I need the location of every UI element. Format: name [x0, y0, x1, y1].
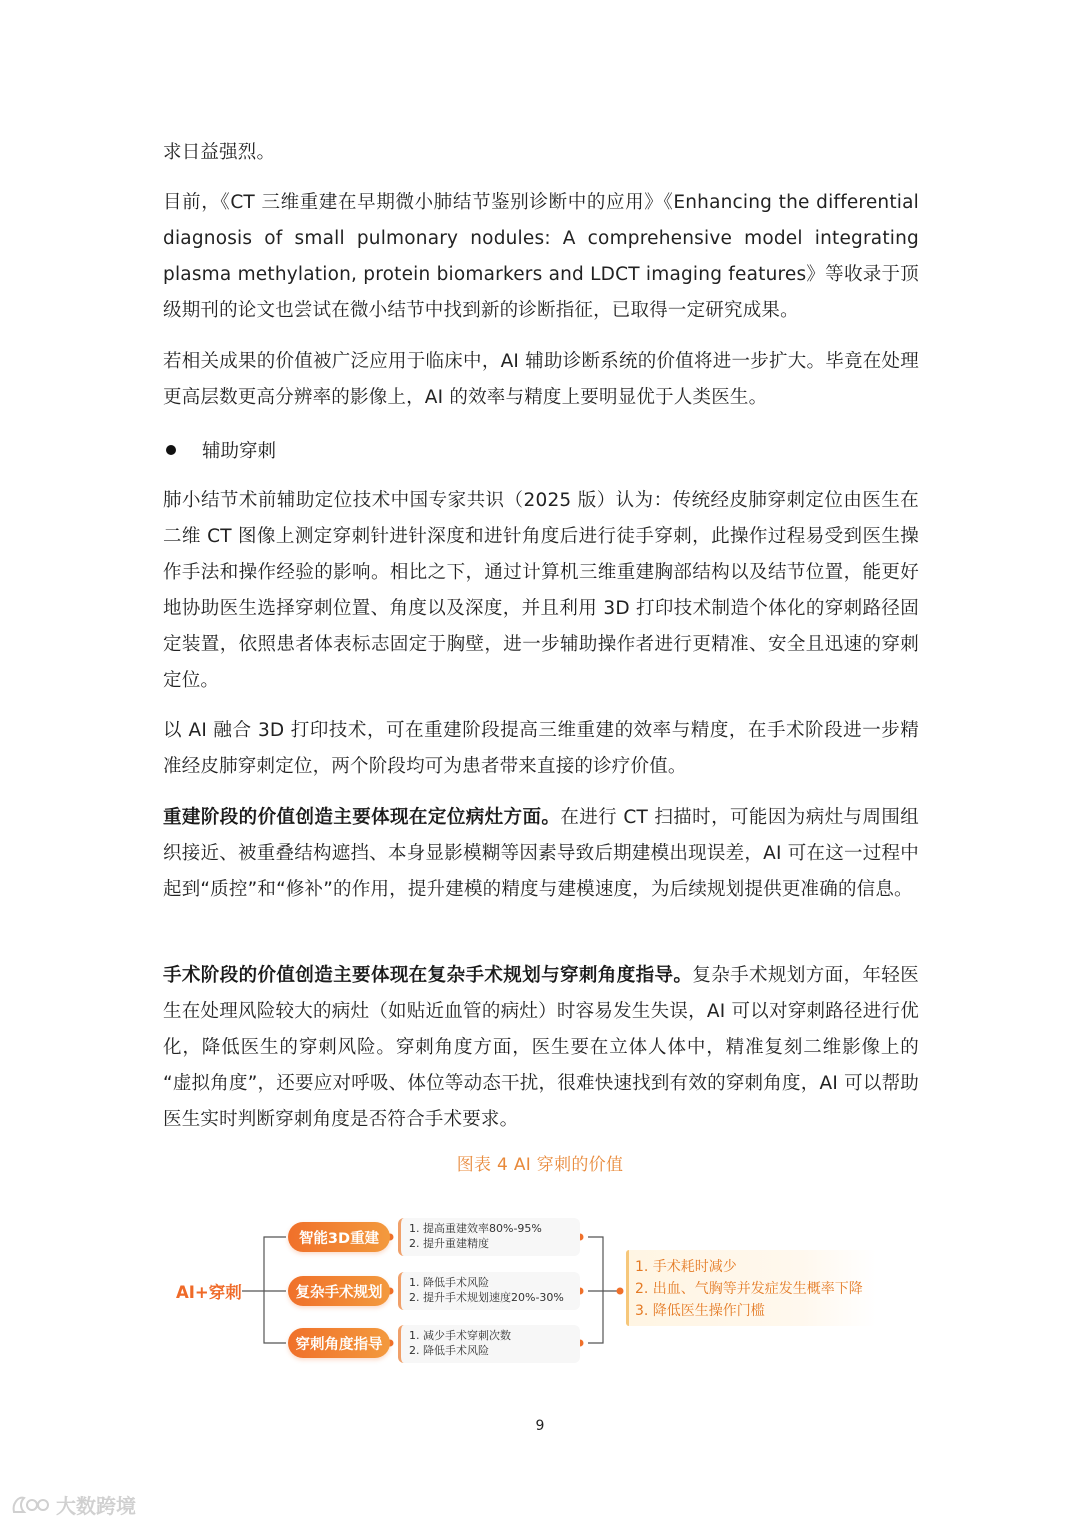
- branch-details-3d-reconstruction: [398, 1218, 580, 1256]
- branch-pill-angle-guidance: 穿刺角度指导: [288, 1328, 390, 1358]
- reconstruction-stage-body: 在进行 CT 扫描时，可能因为病灶与周围组织接近、被重叠结构遮挡、本身显影模糊等因素导致后期建模出现误差，AI 可在这一过程中起到“质控”和“修补”的作用，提升建模的精度与建模速度，为后续规划提供更准确的信息。: [163, 807, 919, 900]
- watermark-text: 大数跨境: [56, 1494, 136, 1518]
- watermark-logo-icon: [10, 1492, 50, 1518]
- surgery-stage-body: 复杂手术规划方面，年轻医生在处理风险较大的病灶（如贴近血管的病灶）时容易发生失误，AI 可以对穿刺路径进行优化，降低医生的穿刺风险。穿刺角度方面，医生要在立体人体中，精准复刻二维影像上的 “虚拟角度”，还要应对呼吸、体位等动态干扰，很难快速找到有效的穿刺角度，AI 可以帮助医生实时判断穿刺角度是否符合手术要求。: [163, 965, 919, 1130]
- paragraph-3d-printing: 以 AI 融合 3D 打印技术，可在重建阶段提高三维重建的效率与精度，在手术阶段进一步精准经皮肺穿刺定位，两个阶段均可为患者带来直接的诊疗价值。: [163, 720, 919, 777]
- detail-line: 1. 减少手术穿刺次数: [409, 1329, 511, 1342]
- bullet-heading-label: 辅助穿刺: [202, 441, 277, 462]
- branch-details-angle-guidance: [398, 1325, 580, 1363]
- branch-pill-surgery-planning: 复杂手术规划: [288, 1276, 390, 1306]
- paragraph-continuation: 求日益强烈。: [163, 142, 276, 163]
- branch-details-surgery-planning: [398, 1272, 580, 1310]
- detail-line: 1. 降低手术风险: [409, 1276, 489, 1289]
- result-line: 2. 出血、气胸等并发症发生概率下降: [635, 1281, 863, 1297]
- detail-line: 2. 提升手术规划速度20%-30%: [409, 1291, 564, 1304]
- paragraph-expert-consensus: 肺小结节术前辅助定位技术中国专家共识（2025 版）认为：传统经皮肺穿刺定位由医生在二维 CT 图像上测定穿刺针进针深度和进针角度后进行徒手穿刺，此操作过程易受到医生操作手法和操作经验的影响。相比之下，通过计算机三维重建胸部结构以及结节位置，能更好地协助医生选择穿刺位置、角度以及深度，并且利用 3D 打印技术制造个体化的穿刺路径固定装置，依照患者体表标志固定于胸壁，进一步辅助操作者进行更精准、安全且迅速的穿刺定位。: [163, 490, 919, 691]
- detail-line: 2. 降低手术风险: [409, 1344, 489, 1357]
- right-bracket: [588, 1237, 603, 1343]
- detail-line: 1. 提高重建效率80%-95%: [409, 1222, 542, 1235]
- detail-line: 2. 提升重建精度: [409, 1237, 489, 1250]
- surgery-stage-lead: 手术阶段的价值创造主要体现在复杂手术规划与穿刺角度指导。: [163, 965, 693, 986]
- reconstruction-stage-lead: 重建阶段的价值创造主要体现在定位病灶方面。: [163, 807, 561, 828]
- diagram-root-label: AI+穿刺: [176, 1283, 242, 1302]
- figure-caption: 图表 4 AI 穿刺的价值: [456, 1155, 624, 1175]
- result-line: 1. 手术耗时减少: [635, 1259, 737, 1275]
- watermark: [10, 1490, 136, 1519]
- paragraph-research: 目前，《CT 三维重建在早期微小肺结节鉴别诊断中的应用》《Enhancing the differential diagnosis of small pulmonary nodules: A comprehensive model integrating plasma methylation, protein biomarkers and LDCT imaging features》等收录于顶级期刊的论文也尝试在微小结节中找到新的诊断指征，已取得一定研究成果。: [163, 192, 919, 321]
- paragraph-clinical-value: 若相关成果的价值被广泛应用于临床中，AI 辅助诊断系统的价值将进一步扩大。毕竟在处理更高层数更高分辨率的影像上，AI 的效率与精度上要明显优于人类医生。: [163, 351, 919, 408]
- result-line: 3. 降低医生操作门槛: [635, 1303, 765, 1319]
- left-bracket: [264, 1237, 286, 1343]
- branch-pill-3d-reconstruction: 智能3D重建: [288, 1222, 390, 1252]
- page-number: 9: [535, 1418, 545, 1434]
- connector-dot: [617, 1288, 624, 1295]
- results-box: [626, 1250, 876, 1326]
